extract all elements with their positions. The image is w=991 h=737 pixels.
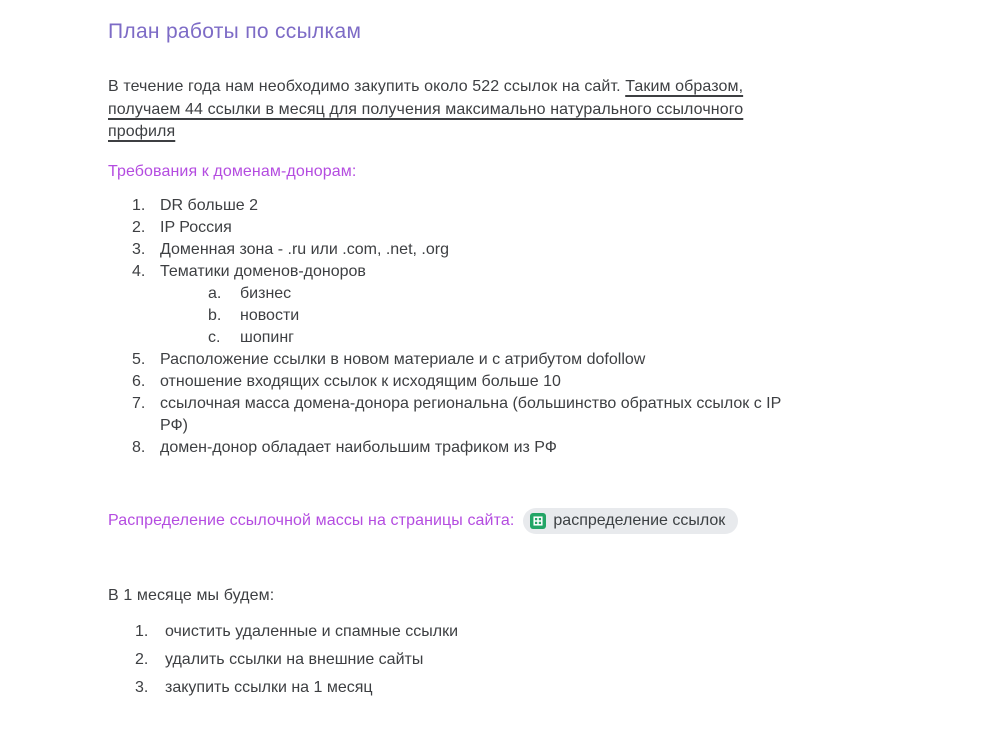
list-item-text: закупить ссылки на 1 месяц xyxy=(165,678,373,696)
page-title: План работы по ссылкам xyxy=(108,20,362,43)
list-item xyxy=(108,437,788,459)
sheets-icon xyxy=(530,513,546,529)
list-item xyxy=(160,305,788,327)
intro-paragraph xyxy=(108,76,808,144)
list-item-text: отношение входящих ссылок к исходящим больше 10 xyxy=(160,372,561,390)
list-item xyxy=(108,393,788,437)
list-item-text: Доменная зона - .ru или .com, .net, .org xyxy=(160,240,449,258)
requirements-heading: Требования к доменам-донорам: xyxy=(108,162,357,180)
list-item-text: шопинг xyxy=(240,328,295,346)
list-item xyxy=(108,261,788,349)
intro-text-underlined: Таким образом, получаем 44 ссылки в месяц для получения максимально натурального ссылочного профиля xyxy=(108,78,744,140)
list-item xyxy=(108,371,788,393)
list-item-text: удалить ссылки на внешние сайты xyxy=(165,650,424,668)
chip-label: распределение ссылок xyxy=(553,511,726,529)
list-item xyxy=(108,674,925,702)
list-item xyxy=(108,239,788,261)
month-plan-heading: В 1 месяце мы будем: xyxy=(108,586,275,604)
list-item-text: Тематики доменов-доноров xyxy=(160,262,366,280)
list-item xyxy=(108,349,788,371)
list-item xyxy=(108,618,925,646)
list-item-text: новости xyxy=(240,306,300,324)
list-item-text: ссылочная масса домена-донора региональна (большинство обратных ссылок с IP РФ) xyxy=(160,394,782,434)
list-item-text: DR больше 2 xyxy=(160,196,259,214)
month-plan-list xyxy=(108,618,925,702)
list-item xyxy=(108,217,788,239)
list-item-text: бизнес xyxy=(240,284,292,302)
intro-text-normal: В течение года нам необходимо закупить около 522 ссылок на сайт. xyxy=(108,78,626,95)
sheets-link-chip[interactable] xyxy=(523,508,738,534)
list-item xyxy=(160,327,788,349)
list-item-text: домен-донор обладает наибольшим трафиком из РФ xyxy=(160,438,557,456)
list-item-text: очистить удаленные и спамные ссылки xyxy=(165,622,459,640)
list-item xyxy=(108,195,788,217)
topics-sublist xyxy=(160,283,788,349)
requirements-list xyxy=(108,195,925,459)
list-item-text: IP Россия xyxy=(160,218,232,236)
list-item xyxy=(160,283,788,305)
list-item-text: Расположение ссылки в новом материале и с атрибутом dofollow xyxy=(160,350,646,368)
distribution-heading: Распределение ссылочной массы на страницы сайта: xyxy=(108,511,515,529)
list-item xyxy=(108,646,925,674)
distribution-line xyxy=(108,507,925,535)
